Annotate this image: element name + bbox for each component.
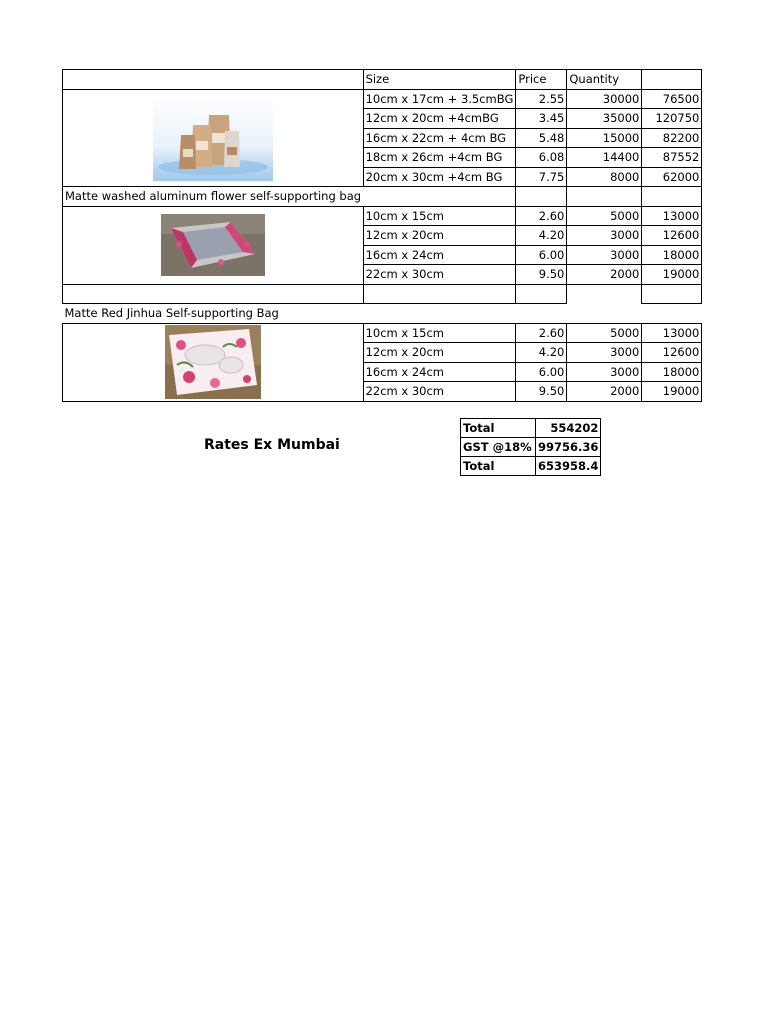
empty-row <box>63 284 702 304</box>
quantity-cell: 35000 <box>567 109 642 129</box>
amount-cell: 12600 <box>642 226 702 246</box>
aluminum-bag-image-cell <box>63 206 364 284</box>
quantity-cell: 2000 <box>567 265 642 285</box>
section-title-row <box>63 304 702 324</box>
amount-cell: 18000 <box>642 362 702 382</box>
quantity-cell: 5000 <box>567 323 642 343</box>
blank-cell <box>363 284 516 304</box>
quantity-cell: 3000 <box>567 226 642 246</box>
blank-cell <box>63 284 364 304</box>
totals-row <box>461 419 601 438</box>
amount-cell: 18000 <box>642 245 702 265</box>
amount-cell: 19000 <box>642 265 702 285</box>
blank-cell <box>567 304 642 324</box>
amount-cell: 62000 <box>642 167 702 187</box>
quantity-cell: 5000 <box>567 206 642 226</box>
blank-cell <box>363 304 516 324</box>
red-flower-bag-image <box>165 325 261 399</box>
blank-cell <box>567 284 642 304</box>
amount-cell: 13000 <box>642 206 702 226</box>
blank-cell <box>363 187 516 207</box>
header-amount <box>642 70 702 90</box>
size-cell: 16cm x 24cm <box>363 362 516 382</box>
amount-cell: 120750 <box>642 109 702 129</box>
amount-cell: 87552 <box>642 148 702 168</box>
price-cell: 9.50 <box>516 382 567 402</box>
amount-cell: 76500 <box>642 89 702 109</box>
totals-table <box>460 418 601 476</box>
size-cell: 12cm x 20cm +4cmBG <box>363 109 516 129</box>
quantity-cell: 30000 <box>567 89 642 109</box>
price-cell: 4.20 <box>516 226 567 246</box>
rates-note: Rates Ex Mumbai <box>204 437 340 453</box>
blank-cell <box>516 284 567 304</box>
totals-label: Total <box>461 419 536 438</box>
size-cell: 16cm x 24cm <box>363 245 516 265</box>
totals-label: Total <box>461 457 536 476</box>
price-cell: 6.00 <box>516 362 567 382</box>
price-cell: 9.50 <box>516 265 567 285</box>
size-cell: 12cm x 20cm <box>363 343 516 363</box>
price-cell: 2.60 <box>516 323 567 343</box>
totals-row <box>461 457 601 476</box>
price-cell: 2.60 <box>516 206 567 226</box>
section-title-red-bag: Matte Red Jinhua Self-supporting Bag <box>64 306 279 321</box>
totals-value: 653958.4 <box>536 457 601 476</box>
blank-cell <box>642 187 702 207</box>
totals-value: 99756.36 <box>536 438 601 457</box>
price-cell: 6.00 <box>516 245 567 265</box>
price-cell: 4.20 <box>516 343 567 363</box>
quantity-cell: 15000 <box>567 128 642 148</box>
price-cell: 6.08 <box>516 148 567 168</box>
price-cell: 7.75 <box>516 167 567 187</box>
stand-up-pouch-image <box>153 95 273 181</box>
table-row <box>63 89 702 109</box>
quantity-cell: 3000 <box>567 245 642 265</box>
quantity-cell: 2000 <box>567 382 642 402</box>
header-blank-cell <box>63 70 364 90</box>
amount-cell: 13000 <box>642 323 702 343</box>
size-cell: 18cm x 26cm +4cm BG <box>363 148 516 168</box>
size-cell: 12cm x 20cm <box>363 226 516 246</box>
size-cell: 10cm x 15cm <box>363 206 516 226</box>
stand-up-pouch-image-cell <box>63 89 364 187</box>
header-quantity: Quantity <box>567 70 642 90</box>
size-cell: 10cm x 15cm <box>363 323 516 343</box>
blank-cell <box>567 187 642 207</box>
quantity-cell: 8000 <box>567 167 642 187</box>
section-title-row <box>63 187 702 207</box>
price-cell: 2.55 <box>516 89 567 109</box>
size-cell: 22cm x 30cm <box>363 382 516 402</box>
blank-cell <box>516 304 567 324</box>
size-cell: 16cm x 22cm + 4cm BG <box>363 128 516 148</box>
amount-cell: 19000 <box>642 382 702 402</box>
header-row <box>63 70 702 90</box>
blank-cell <box>516 187 567 207</box>
size-cell: 22cm x 30cm <box>363 265 516 285</box>
amount-cell: 82200 <box>642 128 702 148</box>
size-cell: 10cm x 17cm + 3.5cmBG <box>363 89 516 109</box>
header-price: Price <box>516 70 567 90</box>
size-cell: 20cm x 30cm +4cm BG <box>363 167 516 187</box>
totals-row <box>461 438 601 457</box>
table-row <box>63 323 702 343</box>
section-title-aluminum-bag: Matte washed aluminum flower self-supporting bag <box>63 187 364 207</box>
totals-value: 554202 <box>536 419 601 438</box>
totals-label: GST @18% <box>461 438 536 457</box>
quantity-cell: 3000 <box>567 362 642 382</box>
amount-cell: 12600 <box>642 343 702 363</box>
price-cell: 5.48 <box>516 128 567 148</box>
table-row <box>63 206 702 226</box>
aluminum-bag-image <box>161 214 265 276</box>
price-cell: 3.45 <box>516 109 567 129</box>
blank-cell <box>642 304 702 324</box>
blank-cell <box>642 284 702 304</box>
red-bag-image-cell <box>63 323 364 401</box>
price-table <box>62 69 702 402</box>
quantity-cell: 14400 <box>567 148 642 168</box>
quantity-cell: 3000 <box>567 343 642 363</box>
header-size: Size <box>363 70 516 90</box>
